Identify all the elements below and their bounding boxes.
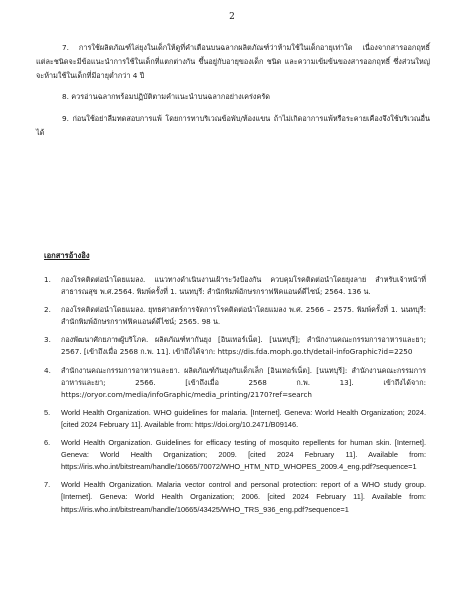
reference-item xyxy=(44,437,426,473)
reference-text: World Health Organization. Guidelines for efficacy testing of mosquito repellents for human skin. [Internet]. Geneva: World Health Organization; 2009. [cited 2024 February 11]. Available from: https://iris.who.int/bitstream/handle/10665/70072/WHO_HTM_NTD_WHOPES_2009.4_eng.pdf?sequence=1 xyxy=(61,438,426,472)
reference-text: สำนักงานคณะกรรมการอาหารและยา. ผลิตภัณฑ์กันยุงกับเด็กเล็ก [อินเทอร์เน็ต]. [นนทบุรี]: สำนักงานคณะกรรมการอาหารและยา; 2566. [เข้าถึงเมื่อ 2568 ก.พ. 13]. เข้าถึงได้จาก: https://oryor.com/media/infoGraphic/media_printing/2170?ref=search xyxy=(61,365,426,399)
reference-number: 7. xyxy=(44,480,51,490)
reference-text: World Health Organization. Malaria vector control and personal protection: report of a WHO study group. [Internet]. Geneva: World Health Organization; 2006. [cited 2024 February 11]. Available from: https://iris.who.int/bitstream/handle/10665/43425/WHO_TRS_936_eng.pdf?sequence=1 xyxy=(61,480,426,514)
page-number: 2 xyxy=(229,12,235,22)
references-heading: เอกสารอ้างอิง xyxy=(44,251,90,260)
reference-item xyxy=(44,479,426,515)
advice-list xyxy=(36,41,430,147)
reference-text: กองพัฒนาศักยภาพผู้บริโภค. ผลิตภัณฑ์ทากันยุง [อินเทอร์เน็ต]. [นนทบุรี]; สำนักงานคณะกรรมการอาหารและยา; 2567. [เข้าถึงเมื่อ 2568 ก.พ. 11]. เข้าถึงได้จาก: https://dis.fda.moph.go.th/detail-infoGraphic?id=2250 xyxy=(61,335,426,357)
reference-item xyxy=(44,407,426,431)
reference-text: กองโรคติดต่อนำโดยแมลง. แนวทางดำเนินงานเฝ้าระวังป้องกัน ควบคุมโรคติดต่อนำโดยยุงลาย สำหรับเจ้าหน้าที่สาธารณสุข พ.ศ.2564. พิมพ์ครั้งที่ 1. นนทบุรี: สำนักพิมพ์อักษรกราฟฟิคแอนด์ดีไซน์; 2564. 136 น. xyxy=(61,275,426,297)
reference-item xyxy=(44,304,426,328)
references-list xyxy=(44,274,426,522)
reference-number: 1. xyxy=(44,275,51,284)
advice-item-9: 9. ก่อนใช้อย่าลืมทดสอบการแพ้ โดยการทาบริเวณข้อพับ/ท้องแขน ถ้าไม่เกิดอาการแพ้หรือระคายเคืองจึงใช้บริเวณอื่นได้ xyxy=(36,113,430,137)
reference-number: 5. xyxy=(44,407,51,417)
reference-number: 2. xyxy=(44,305,51,315)
reference-number: 3. xyxy=(44,335,51,345)
advice-item-8: 8. ควรอ่านฉลากพร้อมปฏิบัติตามคำแนะนำบนฉลากอย่างเคร่งครัด xyxy=(62,92,271,102)
reference-number: 6. xyxy=(44,438,51,448)
reference-item xyxy=(44,274,426,298)
reference-text: World Health Organization. WHO guidelines for malaria. [Internet]. Geneva: World Health Organization; 2024. [cited 2024 February 11]. Available from: https://doi.org/10.2471/B09146. xyxy=(61,407,426,429)
reference-text: กองโรคติดต่อนำโดยแมลง. ยุทธศาสตร์การจัดการโรคติดต่อนำโดยแมลง พ.ศ. 2566 – 2575. พิมพ์ครั้งที่ 1. นนทบุรี: สำนักพิมพ์อักษรกราฟฟิคแอนด์ดีไซน์; 2565. 98 น. xyxy=(61,305,426,327)
reference-item xyxy=(44,334,426,358)
reference-number: 4. xyxy=(44,365,51,375)
reference-item xyxy=(44,365,426,401)
advice-item-7: 7. การใช้ผลิตภัณฑ์ไล่ยุงในเด็กให้ดูที่คำเตือนบนฉลากผลิตภัณฑ์ว่าห้ามใช้ในเด็กอายุเท่าใด เนื่องจากสารออกฤทธิ์แต่ละชนิดจะมีข้อแนะนำการใช้ในเด็กที่แตกต่างกัน ขึ้นอยู่กับอายุของเด็ก ชนิด และความเข้มข้นของสารออกฤทธิ์ ซึ่งส่วนใหญ่จะห้ามใช้ในเด็กที่มีอายุต่ำกว่า 4 ปี xyxy=(36,43,430,80)
